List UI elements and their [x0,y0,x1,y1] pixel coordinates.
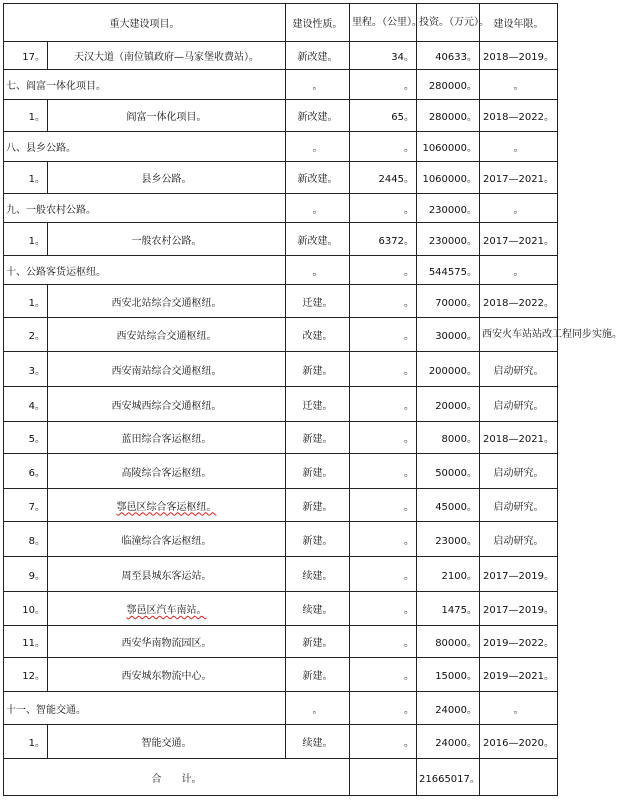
construction-years: 启动研究。 [480,522,558,557]
construction-years: 启动研究。 [480,454,558,489]
construction-nature: 续建。 [286,592,350,626]
project-name: 西安城东物流中心。 [48,658,286,692]
construction-nature: 新建。 [286,352,350,387]
construction-years: 2019—2021。 [480,658,558,692]
investment-value: 200000。 [417,352,480,387]
construction-nature: 迁建。 [286,387,350,422]
project-table [3,3,622,796]
construction-nature: 新改建。 [286,100,350,132]
construction-years: 2017—2019。 [480,557,558,592]
investment-value: 280000。 [417,70,480,100]
construction-years: 启动研究。 [480,387,558,422]
investment-value: 30000。 [417,318,480,352]
project-name-text: 鄠邑区汽车南站。 [126,605,207,616]
construction-years: 。 [480,194,558,223]
table-row [4,592,558,626]
project-name: 一般农村公路。 [48,223,286,256]
project-name: 西安站综合交通枢纽。 [48,318,286,352]
mileage-value: 。 [350,725,417,759]
mileage-value: 。 [350,592,417,626]
construction-nature: 新改建。 [286,42,350,70]
section-row [4,132,558,162]
investment-value: 20000。 [417,387,480,422]
section-row [4,70,558,100]
investment-value: 45000。 [417,489,480,522]
table-row [4,422,558,454]
row-number: 10。 [4,592,48,626]
construction-years: 2018—2021。 [480,422,558,454]
construction-nature: 新建。 [286,626,350,658]
mileage-value: 34。 [350,42,417,70]
row-number: 3。 [4,352,48,387]
table-row [4,489,558,522]
construction-nature: 新改建。 [286,223,350,256]
row-number: 1。 [4,162,48,194]
mileage-value: 。 [350,70,417,100]
row-number: 4。 [4,387,48,422]
construction-nature: 新建。 [286,658,350,692]
total-mileage [350,759,417,796]
construction-nature: 。 [286,692,350,725]
mileage-value: 。 [350,194,417,223]
project-name: 蓝田综合客运枢纽。 [48,422,286,454]
investment-value: 8000。 [417,422,480,454]
row-number: 11。 [4,626,48,658]
mileage-value: 。 [350,626,417,658]
section-title: 十一、智能交通。 [4,692,286,725]
mileage-value: 。 [350,454,417,489]
project-name [48,592,286,626]
table-row [4,318,558,352]
row-number: 6。 [4,454,48,489]
table-row [4,100,558,132]
construction-years: 西安火车站站改工程同步实施。 [480,318,558,352]
table-row [4,387,558,422]
project-name: 县乡公路。 [48,162,286,194]
header-project: 重大建设项目。 [4,4,286,42]
construction-years: 2018—2019。 [480,42,558,70]
total-investment: 21665017。 [417,759,480,796]
total-years [480,759,558,796]
investment-value: 15000。 [417,658,480,692]
construction-years: 启动研究。 [480,489,558,522]
investment-value: 50000。 [417,454,480,489]
row-number: 2。 [4,318,48,352]
construction-nature: 迁建。 [286,285,350,318]
mileage-value: 。 [350,522,417,557]
table-row [4,626,558,658]
construction-years: 2017—2021。 [480,162,558,194]
project-name: 西安城西综合交通枢纽。 [48,387,286,422]
construction-years: 。 [480,692,558,725]
construction-nature: 改建。 [286,318,350,352]
construction-years: 。 [480,70,558,100]
mileage-value: 。 [350,387,417,422]
construction-nature: 新建。 [286,522,350,557]
mileage-value: 。 [350,422,417,454]
construction-nature: 。 [286,70,350,100]
row-number: 8。 [4,522,48,557]
construction-years: 。 [480,132,558,162]
construction-years: 启动研究。 [480,352,558,387]
table-row [4,285,558,318]
section-row [4,256,558,285]
row-number: 17。 [4,42,48,70]
project-name [48,489,286,522]
project-name: 周至县城东客运站。 [48,557,286,592]
construction-nature: 。 [286,256,350,285]
construction-years: 2018—2022。 [480,285,558,318]
table-row [4,352,558,387]
header-years: 建设年限。 [480,4,558,42]
mileage-value: 6372。 [350,223,417,256]
investment-value: 230000。 [417,223,480,256]
table-row [4,454,558,489]
investment-value: 230000。 [417,194,480,223]
row-number: 7。 [4,489,48,522]
section-title: 八、县乡公路。 [4,132,286,162]
investment-value: 1060000。 [417,162,480,194]
project-name: 西安南站综合交通枢纽。 [48,352,286,387]
row-number: 1。 [4,725,48,759]
table-row [4,522,558,557]
header-nature: 建设性质。 [286,4,350,42]
construction-years: 2019—2022。 [480,626,558,658]
investment-value: 24000。 [417,725,480,759]
section-title: 十、公路客货运枢纽。 [4,256,286,285]
table-row [4,725,558,759]
investment-value: 80000。 [417,626,480,658]
table-row [4,658,558,692]
section-title: 七、阎富一体化项目。 [4,70,286,100]
construction-nature: 续建。 [286,557,350,592]
mileage-value: 。 [350,256,417,285]
project-name: 西安北站综合交通枢纽。 [48,285,286,318]
section-title: 九、一般农村公路。 [4,194,286,223]
mileage-value: 。 [350,692,417,725]
section-row [4,194,558,223]
total-row [4,759,558,796]
investment-value: 70000。 [417,285,480,318]
investment-value: 280000。 [417,100,480,132]
investment-value: 2100。 [417,557,480,592]
row-number: 12。 [4,658,48,692]
construction-nature: 。 [286,194,350,223]
project-name: 高陵综合客运枢纽。 [48,454,286,489]
project-name-text: 鄠邑区综合客运枢纽。 [116,501,217,513]
construction-nature: 新建。 [286,454,350,489]
construction-nature: 续建。 [286,725,350,759]
table-row [4,42,558,70]
project-name: 阎富一体化项目。 [48,100,286,132]
row-number: 5。 [4,422,48,454]
project-name: 临潼综合客运枢纽。 [48,522,286,557]
construction-nature: 新改建。 [286,162,350,194]
section-row [4,692,558,725]
mileage-value: 。 [350,658,417,692]
project-name: 西安华南物流园区。 [48,626,286,658]
project-name: 天汉大道（南位镇政府—马家堡收费站）。 [48,42,286,70]
construction-years: 2017—2019。 [480,592,558,626]
table-header-row [4,4,558,42]
total-label: 合 计。 [4,759,350,796]
mileage-value: 。 [350,285,417,318]
header-mileage: 里程。（公里）。 [350,4,417,42]
construction-nature: 新建。 [286,422,350,454]
mileage-value: 。 [350,557,417,592]
table-row [4,162,558,194]
mileage-value: 。 [350,132,417,162]
investment-value: 24000。 [417,692,480,725]
mileage-value: 。 [350,489,417,522]
investment-value: 1060000。 [417,132,480,162]
construction-years: 2017—2021。 [480,223,558,256]
row-number: 1。 [4,100,48,132]
mileage-value: 2445。 [350,162,417,194]
table-row [4,557,558,592]
row-number: 9。 [4,557,48,592]
mileage-value: 。 [350,352,417,387]
construction-years: 。 [480,256,558,285]
mileage-value: 65。 [350,100,417,132]
investment-value: 1475。 [417,592,480,626]
row-number: 1。 [4,285,48,318]
construction-years: 2018—2022。 [480,100,558,132]
construction-years: 2016—2020。 [480,725,558,759]
table-row [4,223,558,256]
header-investment: 投资。（万元）。 [417,4,480,42]
investment-value: 544575。 [417,256,480,285]
construction-nature: 。 [286,132,350,162]
investment-value: 23000。 [417,522,480,557]
row-number: 1。 [4,223,48,256]
investment-value: 40633。 [417,42,480,70]
mileage-value: 。 [350,318,417,352]
project-name: 智能交通。 [48,725,286,759]
construction-nature: 新建。 [286,489,350,522]
